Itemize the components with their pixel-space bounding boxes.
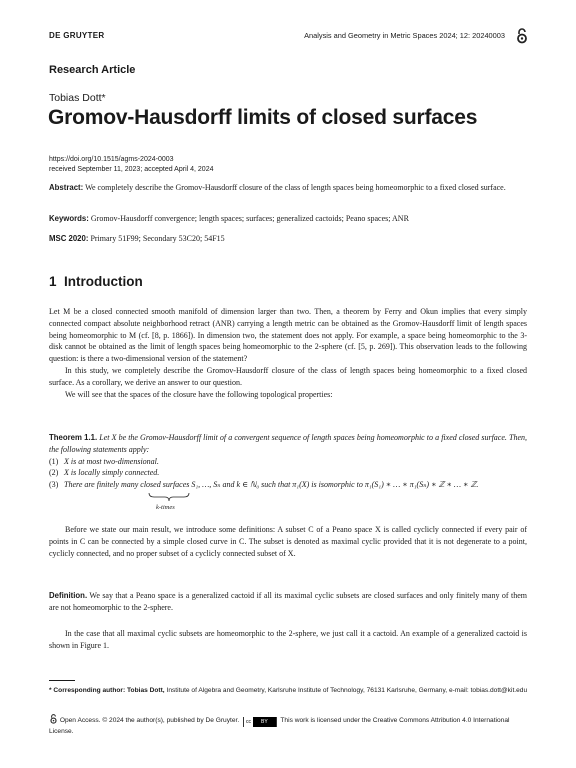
section-number: 1	[49, 274, 57, 289]
k-times-label: k-times	[156, 504, 175, 511]
theorem-head: Theorem 1.1.	[49, 433, 98, 442]
journal-citation: Analysis and Geometry in Metric Spaces 2024; 12: 20240003	[304, 31, 505, 40]
intro-paragraph-2: In this study, we completely describe the Gromov-Hausdorff closure of the class of length spaces being homeomorphic to a fixed closed surface. As a corollary, we derive an answer to our question.	[49, 365, 527, 387]
msc-text: Primary 51F99; Secondary 53C20; 54F15	[90, 234, 225, 243]
page-header	[49, 30, 527, 44]
cc-by-badge[interactable]	[243, 717, 277, 727]
article-title: Gromov-Hausdorff limits of closed surfaces	[48, 106, 478, 129]
theorem-item	[49, 456, 527, 468]
license-post[interactable]: This work is licensed under the Creative Commons Attribution 4.0 International License.	[49, 717, 510, 735]
item-text: X is at most two-dimensional.	[64, 456, 159, 466]
underbrace	[148, 492, 190, 502]
received-dates: received September 11, 2023; accepted April 4, 2024	[49, 166, 214, 173]
section-heading	[49, 274, 143, 289]
definition	[49, 590, 527, 614]
footnote	[49, 686, 529, 696]
definitions-paragraph	[49, 524, 527, 559]
item-text: There are finitely many closed surfaces S₁, …, Sₙ and k ∈ ℕ₀ such that π₁(X) is isomorphic to π₁(S₁) ∗ … ∗ π₁(Sₙ) ∗ ℤ ∗ … ∗ ℤ.	[64, 480, 479, 490]
theorem-text: Let X be the Gromov-Hausdorff limit of a convergent sequence of length spaces being homeomorphic to a fixed closed surface. Then, the following statements apply:	[49, 433, 527, 454]
keywords	[49, 213, 527, 225]
abstract-label: Abstract:	[49, 183, 84, 192]
closing-text: In the case that all maximal cyclic subsets are homeomorphic to the 2-sphere, we just call it a cactoid. An example of a generalized cactoid is shown in Figure 1.	[49, 629, 527, 650]
item-text: X is locally simply connected.	[64, 468, 160, 478]
keywords-label: Keywords:	[49, 214, 89, 223]
msc-label: MSC 2020:	[49, 234, 89, 243]
abstract	[49, 182, 527, 194]
by-icon: BY	[253, 717, 276, 727]
intro-paragraph-3: We will see that the spaces of the closure have the following topological properties:	[65, 389, 333, 399]
cc-icon: cc	[246, 719, 252, 725]
theorem-item	[49, 467, 527, 479]
definitions-text: Before we state our main result, we introduce some definitions: A subset C of a Peano space X is called cyclicly connected if every pair of points in C can be connected by a simple closed curve in C. The subset is denoted as maximal cyclic provided that it is not degenerate to a point, cyclicly connected, and no proper subset of a cyclicly connected subset of X.	[49, 525, 527, 558]
abstract-text: We completely describe the Gromov-Hausdorff closure of the class of length spaces being homeomorphic to a fixed closed surface.	[85, 183, 506, 192]
footnote-rule	[49, 680, 75, 681]
footnote-label: * Corresponding author: Tobias Dott,	[49, 687, 165, 694]
definition-text: We say that a Peano space is a generalized cactoid if all its maximal cyclic subsets are closed surfaces and only finitely many of them are not homeomorphic to the 2-sphere.	[49, 591, 528, 612]
item-label: (1)	[49, 456, 59, 466]
msc-classification	[49, 233, 527, 245]
open-access-icon	[515, 28, 529, 44]
intro-paragraph-1: Let M be a closed connected smooth manifold of dimension larger than two. Then, a theorem by Ferry and Okun implies that every simply connected compact absolute neighborhood retract (ANR) carrying a length metric can be obtained as the Gromov-Hausdorff limit of length spaces being homeomorphic to M (cf. [8, p. 1866]). In dimension two, the statement does not apply. For example, a space being homeomorphic to the 3-disk cannot be obtained as the limit of length spaces being homeomorphic to the 2-sphere (cf. [5, p. 269]). This observation leads to the following question: is there a two-dimensional version of the statement?	[49, 307, 527, 364]
open-access-icon	[49, 714, 58, 724]
definition-head: Definition.	[49, 591, 88, 600]
intro-body	[49, 306, 527, 400]
theorem-1-1	[49, 432, 527, 491]
item-label: (3)	[49, 480, 59, 490]
footnote-text: Institute of Algebra and Geometry, Karlsruhe Institute of Technology, 76131 Karlsruhe, Germany, e-mail: tobias.dott@kit.edu	[166, 687, 528, 694]
keywords-text: Gromov-Hausdorff convergence; length spaces; surfaces; generalized cactoids; Peano spaces; ANR	[90, 214, 409, 223]
section-title: Introduction	[64, 274, 143, 289]
article-type: Research Article	[49, 64, 136, 76]
item-label: (2)	[49, 468, 59, 478]
author-name: Tobias Dott*	[49, 92, 106, 104]
doi-link[interactable]: https://doi.org/10.1515/agms-2024-0003	[49, 156, 174, 163]
license-pre: Open Access. © 2024 the author(s), published by De Gruyter.	[59, 717, 240, 724]
license-notice	[49, 714, 529, 737]
theorem-item	[49, 479, 527, 491]
closing-paragraph	[49, 628, 527, 652]
publisher-name: DE GRUYTER	[49, 31, 105, 40]
